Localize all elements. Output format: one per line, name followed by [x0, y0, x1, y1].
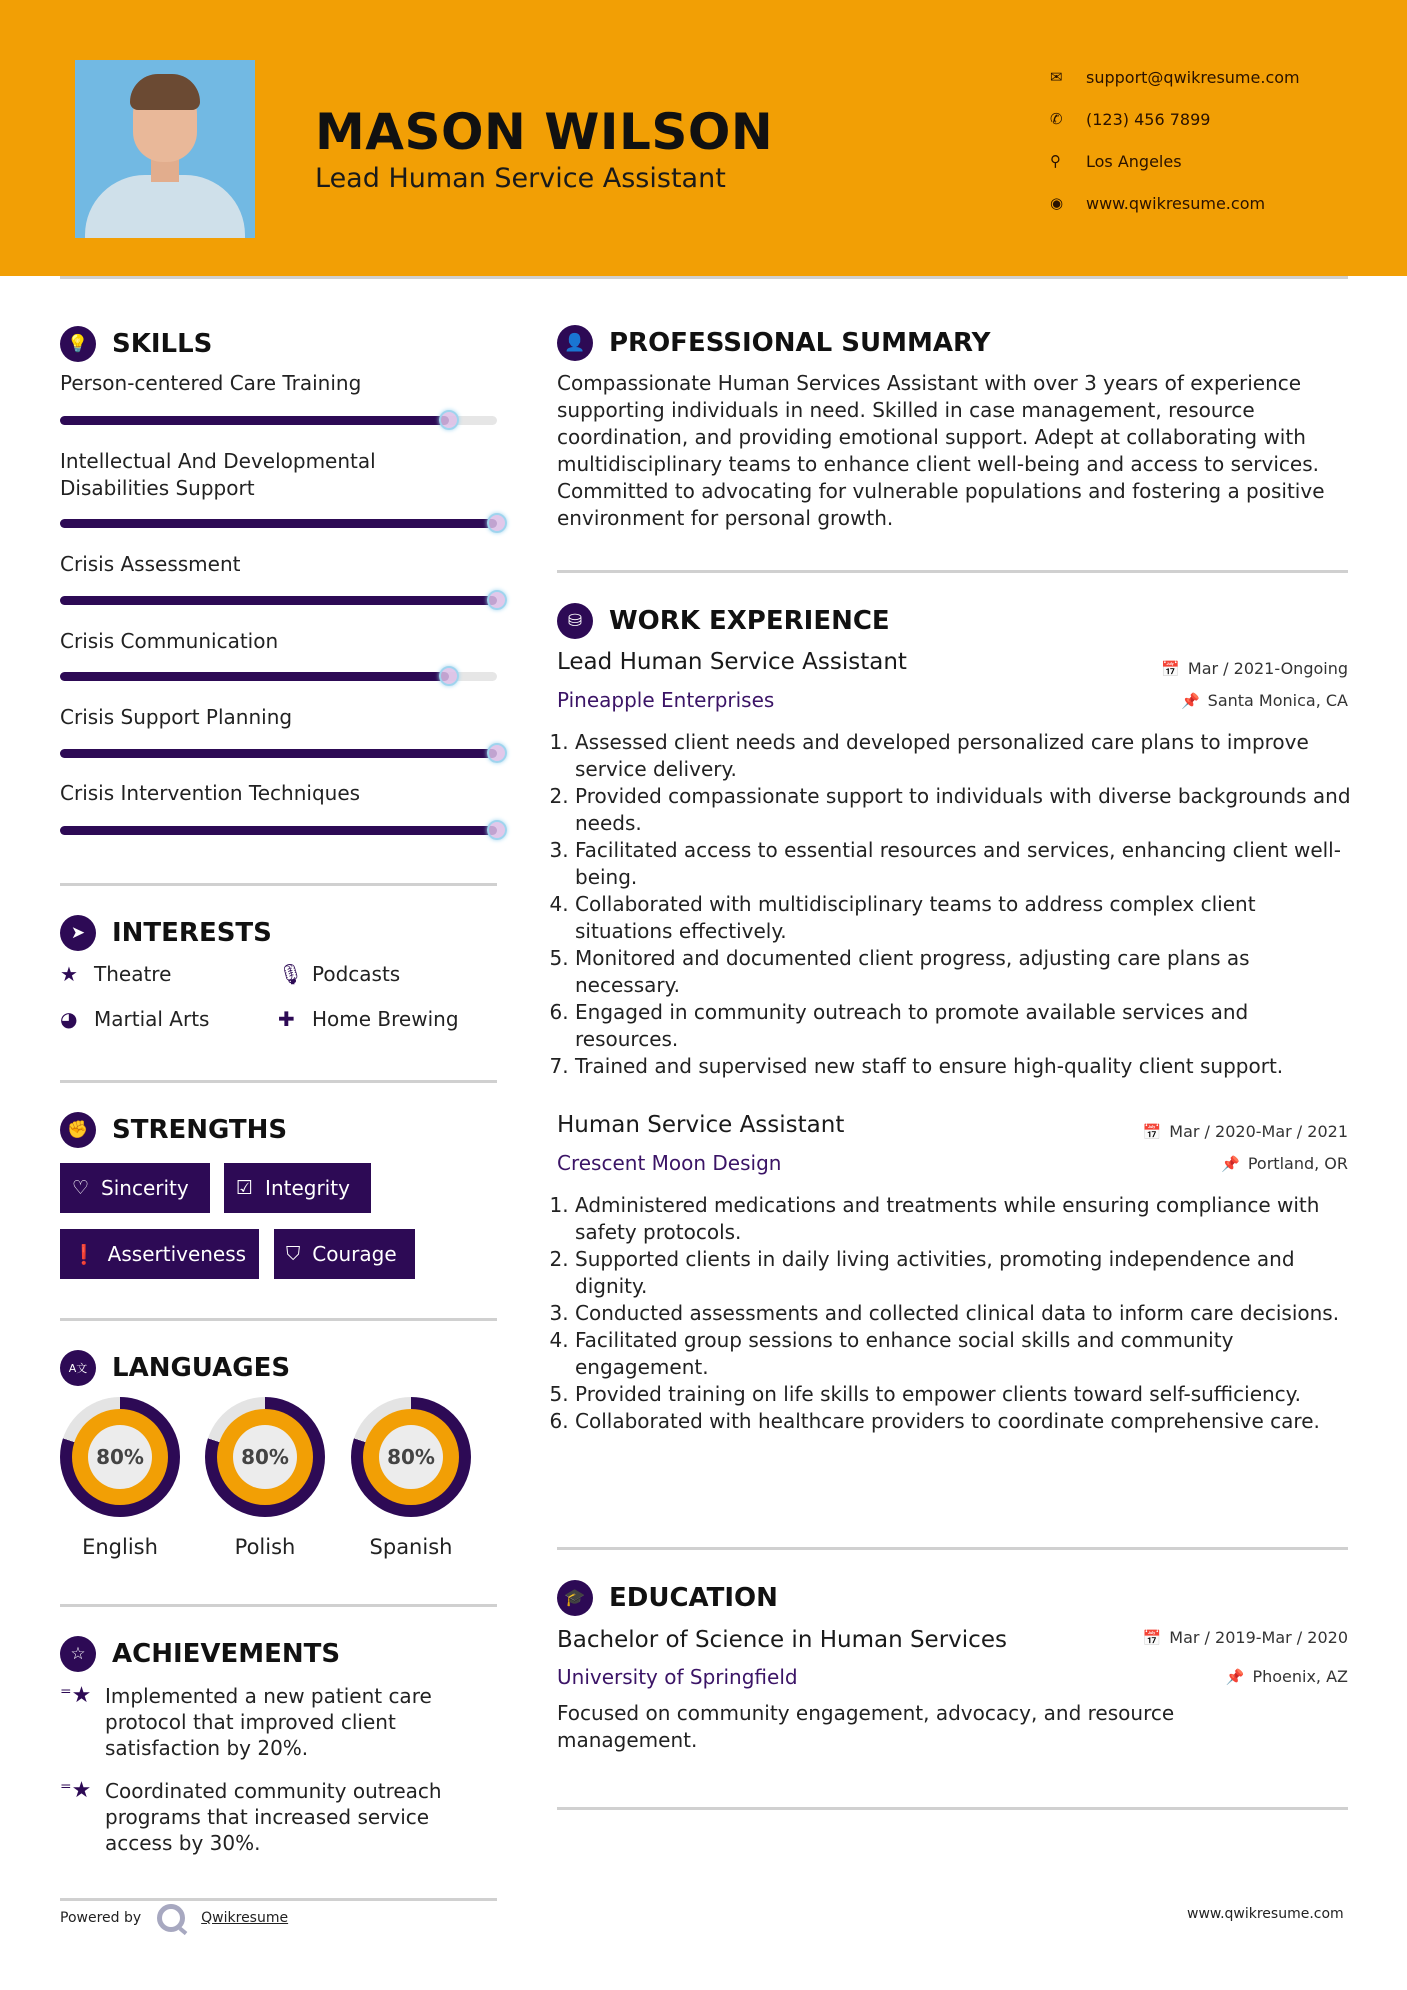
- contact-email[interactable]: [1050, 56, 1300, 98]
- check-square-icon: ☑: [236, 1177, 254, 1199]
- education-location-text: Phoenix, AZ: [1252, 1667, 1348, 1686]
- contact-phone[interactable]: [1050, 98, 1300, 140]
- duty-item: 7. Trained and supervised new staff to ensure high-quality client support.: [575, 1053, 1356, 1080]
- duty-item: 5. Monitored and documented client progress, adjusting care plans as necessary.: [575, 945, 1356, 999]
- job-company: Pineapple Enterprises: [557, 688, 775, 712]
- language-percent: 80%: [233, 1425, 297, 1489]
- skill-bar: [60, 749, 497, 758]
- language-percent: 80%: [379, 1425, 443, 1489]
- skills-title: SKILLS: [112, 329, 213, 359]
- job-dates-text: Mar / 2020-Mar / 2021: [1169, 1122, 1348, 1141]
- interest-item: [278, 962, 400, 986]
- education-location: [1226, 1667, 1348, 1686]
- job-duties: [556, 729, 1356, 1080]
- language-name: Polish: [234, 1535, 296, 1559]
- footer-url[interactable]: www.qwikresume.com: [1187, 1906, 1344, 1922]
- language-item: [205, 1397, 325, 1559]
- duty-item: 3. Facilitated access to essential resources and services, enhancing client well-being.: [575, 837, 1356, 891]
- microphone-icon: 🎙: [278, 962, 304, 986]
- photo-shirt: [85, 175, 245, 238]
- resume-header: [0, 0, 1407, 276]
- interest-label: Theatre: [94, 962, 172, 986]
- heart-icon: ♡: [72, 1177, 90, 1199]
- strengths-title: STRENGTHS: [112, 1115, 288, 1145]
- interest-label: Martial Arts: [94, 1007, 210, 1031]
- language-item: [60, 1397, 180, 1559]
- pushpin-icon: 📌: [1221, 1154, 1240, 1173]
- qwikresume-link[interactable]: Qwikresume: [201, 1910, 289, 1926]
- skill-bar: [60, 672, 497, 681]
- summary-text: Compassionate Human Services Assistant with over 3 years of experience supporting individuals in need. Skilled in case management, resource coordination, and providing emotional support. Adept at collaborating with multidisciplinary teams to enhance client well-being and access to services. Committed to advocating for vulnerable populations and fostering a positive environment for personal growth.: [557, 371, 1325, 530]
- paper-plane-icon: ➤: [60, 915, 96, 951]
- skill-label: Intellectual And Developmental Disabilities Support: [60, 449, 376, 500]
- language-donut: [205, 1397, 325, 1517]
- education-title: EDUCATION: [609, 1583, 778, 1613]
- skill-bar-fill: [60, 416, 449, 425]
- duty-item: 1. Administered medications and treatments while ensuring compliance with safety protocols.: [575, 1192, 1356, 1246]
- job-dates-text: Mar / 2021-Ongoing: [1187, 659, 1348, 678]
- achievement-text: Coordinated community outreach programs that increased service access by 30%.: [105, 1779, 442, 1855]
- pushpin-icon: 📌: [1180, 691, 1200, 710]
- interest-item: [60, 962, 171, 986]
- pushpin-icon: 📌: [1225, 1667, 1245, 1686]
- work-heading: [557, 603, 890, 639]
- shooting-star-icon: ⁼★: [60, 1778, 92, 1803]
- contact-location: [1050, 140, 1300, 182]
- job-dates: [1143, 1122, 1348, 1141]
- interest-item: [60, 1007, 209, 1031]
- section-divider: [60, 1080, 497, 1083]
- contact-website[interactable]: [1050, 182, 1300, 224]
- achievements-heading: [60, 1636, 340, 1672]
- exclamation-circle-icon: ❗: [72, 1243, 96, 1266]
- puzzle-icon: ✚: [278, 1007, 295, 1031]
- strength-label: Integrity: [265, 1176, 350, 1200]
- skill-bar: [60, 826, 497, 835]
- skill-bar-handle[interactable]: [487, 820, 507, 840]
- job-location: [1181, 691, 1348, 710]
- language-donut: [351, 1397, 471, 1517]
- duty-item: 1. Assessed client needs and developed personalized care plans to improve service delivery.: [575, 729, 1356, 783]
- contact-location-text: Los Angeles: [1086, 151, 1182, 171]
- languages-title: LANGUAGES: [112, 1353, 291, 1383]
- shooting-star-icon: ☆: [60, 1636, 96, 1672]
- job-duties: [556, 1192, 1356, 1435]
- fist-icon: ✊: [60, 1112, 96, 1148]
- header-divider: [60, 276, 1348, 279]
- graduate-icon: 🎓: [557, 1580, 593, 1616]
- interest-label: Home Brewing: [312, 1007, 459, 1031]
- strength-chip: [60, 1229, 259, 1279]
- job-title: Human Service Assistant: [557, 1112, 845, 1138]
- photo-hair: [130, 74, 200, 110]
- section-divider: [557, 570, 1348, 573]
- duty-item: 2. Provided compassionate support to individuals with diverse backgrounds and needs.: [575, 783, 1356, 837]
- section-divider: [557, 1547, 1348, 1550]
- contact-phone-text: (123) 456 7899: [1086, 109, 1211, 129]
- shield-icon: ⛉: [286, 1243, 301, 1265]
- skill-bar-handle[interactable]: [487, 743, 507, 763]
- strength-chip: [224, 1163, 371, 1213]
- degree-title: Bachelor of Science in Human Services: [557, 1627, 1007, 1653]
- skill-label: Crisis Assessment: [60, 552, 241, 576]
- globe-icon: ◉: [1050, 194, 1064, 212]
- duty-item: 4. Collaborated with multidisciplinary teams to address complex client situations effectively.: [575, 891, 1356, 945]
- skill-bar-fill: [60, 596, 497, 605]
- strengths-heading: [60, 1112, 287, 1148]
- lightbulb-icon: 💡: [60, 326, 96, 362]
- calendar-icon: 📅: [1142, 1122, 1162, 1141]
- user-icon: 👤: [557, 325, 593, 361]
- duty-item: 2. Supported clients in daily living activities, promoting independence and dignity.: [575, 1246, 1356, 1300]
- skill-label: Crisis Support Planning: [60, 705, 293, 729]
- skill-bar-handle[interactable]: [439, 666, 459, 686]
- job-location-text: Portland, OR: [1247, 1154, 1348, 1173]
- job-company: Crescent Moon Design: [557, 1151, 782, 1175]
- section-divider: [60, 1604, 497, 1607]
- office-chair-icon: ⛁: [557, 603, 593, 639]
- skill-bar: [60, 519, 497, 528]
- candidate-name: MASON WILSON: [315, 103, 774, 161]
- achievements-title: ACHIEVEMENTS: [112, 1639, 341, 1669]
- language-name: Spanish: [369, 1535, 453, 1559]
- profile-photo: [75, 60, 255, 238]
- language-donut: [60, 1397, 180, 1517]
- interests-title: INTERESTS: [112, 918, 272, 948]
- skill-bar-handle[interactable]: [439, 410, 459, 430]
- footer-divider: [60, 1898, 497, 1901]
- language-item: [351, 1397, 471, 1559]
- duty-item: 6. Collaborated with healthcare providers to coordinate comprehensive care.: [575, 1408, 1356, 1435]
- skill-bar-fill: [60, 519, 497, 528]
- job-location-text: Santa Monica, CA: [1207, 691, 1348, 710]
- strength-label: Sincerity: [101, 1176, 189, 1200]
- language-name: English: [82, 1535, 158, 1559]
- contact-email-text: support@qwikresume.com: [1086, 67, 1300, 87]
- skill-label: Crisis Communication: [60, 629, 279, 653]
- calendar-icon: 📅: [1142, 1628, 1162, 1647]
- contact-list: [1050, 56, 1300, 224]
- skill-bar-handle[interactable]: [487, 590, 507, 610]
- translate-icon: A文: [60, 1350, 96, 1386]
- job-location: [1221, 1154, 1348, 1173]
- skill-bar-handle[interactable]: [487, 513, 507, 533]
- achievement-item: [60, 1778, 500, 1856]
- education-description: Focused on community engagement, advocacy, and resource management.: [557, 1701, 1175, 1752]
- skill-label: Person-centered Care Training: [60, 371, 362, 395]
- strength-chip: [60, 1163, 210, 1213]
- envelope-icon: ✉: [1050, 68, 1063, 86]
- interest-item: [278, 1007, 459, 1031]
- powered-by-label: Powered by: [60, 1910, 142, 1926]
- language-percent: 80%: [88, 1425, 152, 1489]
- skill-bar-fill: [60, 826, 497, 835]
- star-icon: ★: [60, 962, 78, 986]
- section-divider: [557, 1807, 1348, 1810]
- interests-heading: [60, 915, 272, 951]
- section-divider: [60, 883, 497, 886]
- contact-website-text: www.qwikresume.com: [1086, 193, 1266, 213]
- job-dates: [1161, 659, 1348, 678]
- languages-heading: [60, 1350, 290, 1386]
- work-title: WORK EXPERIENCE: [609, 606, 890, 636]
- education-dates-text: Mar / 2019-Mar / 2020: [1169, 1628, 1348, 1647]
- interest-label: Podcasts: [312, 962, 401, 986]
- skills-heading: [60, 326, 212, 362]
- qwikresume-logo-icon: [157, 1904, 185, 1932]
- achievement-item: [60, 1683, 500, 1761]
- summary-title: PROFESSIONAL SUMMARY: [609, 328, 991, 358]
- skill-label: Crisis Intervention Techniques: [60, 781, 361, 805]
- skill-bar: [60, 416, 497, 425]
- phone-icon: ✆: [1050, 110, 1063, 128]
- summary-heading: [557, 325, 990, 361]
- skill-bar-fill: [60, 749, 497, 758]
- skill-bar: [60, 596, 497, 605]
- education-heading: [557, 1580, 778, 1616]
- shooting-star-icon: ⁼★: [60, 1683, 92, 1708]
- strength-label: Courage: [312, 1242, 397, 1266]
- section-divider: [60, 1318, 497, 1321]
- job-title: Lead Human Service Assistant: [557, 649, 907, 675]
- school-name: University of Springfield: [557, 1665, 798, 1689]
- globe-icon: ◕: [60, 1007, 78, 1031]
- strength-chip: [274, 1229, 415, 1279]
- map-pin-icon: ⚲: [1050, 152, 1061, 170]
- achievement-text: Implemented a new patient care protocol that improved client satisfaction by 20%.: [105, 1684, 432, 1760]
- candidate-title: Lead Human Service Assistant: [315, 163, 726, 194]
- education-dates: [1143, 1628, 1348, 1647]
- skill-bar-fill: [60, 672, 449, 681]
- calendar-icon: 📅: [1161, 659, 1180, 678]
- strength-label: Assertiveness: [107, 1242, 247, 1266]
- duty-item: 4. Facilitated group sessions to enhance social skills and community engagement.: [575, 1327, 1356, 1381]
- duty-item: 6. Engaged in community outreach to promote available services and resources.: [575, 999, 1356, 1053]
- duty-item: 5. Provided training on life skills to empower clients toward self-sufficiency.: [575, 1381, 1356, 1408]
- duty-item: 3. Conducted assessments and collected clinical data to inform care decisions.: [575, 1300, 1356, 1327]
- powered-by: [60, 1904, 288, 1932]
